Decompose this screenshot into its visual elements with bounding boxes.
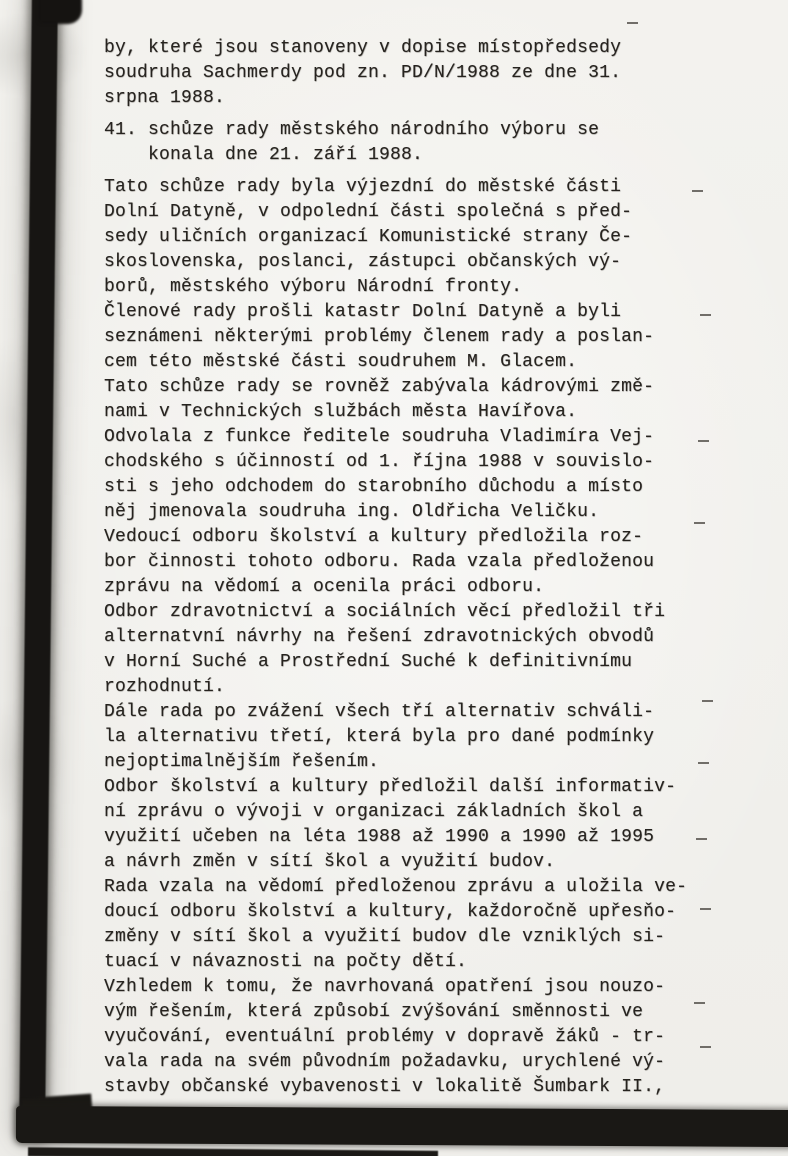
text-line: Vedoucí odboru školství a kultury předložila roz- [104,527,644,547]
text-line: rozhodnutí. [104,677,226,697]
text-line: Vzhledem k tomu, že navrhovaná opatření jsou nouzo- [104,977,666,997]
text-line: stavby občanské vybavenosti v lokalitě Šumbark II., [104,1077,666,1097]
text-line: ní zprávu o vývoji v organizaci základních škol a [104,802,644,822]
text-line: bor činnosti tohoto odboru. Rada vzala předloženou [104,552,655,572]
text-line: Tato schůze rady byla výjezdní do městské části [104,177,622,197]
text-line: Rada vzala na vědomí předloženou zprávu a uložila ve- [104,877,688,897]
text-line: v Horní Suché a Prostřední Suché k definitivnímu [104,652,633,672]
text-line: využití učeben na léta 1988 až 1990 a 1990 až 1995 [104,827,655,847]
text-line: seznámeni některými problémy členem rady a poslan- [104,327,655,347]
scan-bottom-band [16,1106,788,1147]
text-line: vyučování, eventuální problémy v dopravě žáků - tr- [104,1027,666,1047]
text-line: konala dne 21. září 1988. [104,145,424,165]
text-line: Dále rada po zvážení všech tří alternativ schváli- [104,702,655,722]
text-line: sti s jeho odchodem do starobního důchodu a místo [104,477,644,497]
text-line: Odvolala z funkce ředitele soudruha Vladimíra Vej- [104,427,655,447]
text-line: chodského s účinností od 1. října 1988 v souvislo- [104,452,655,472]
text-line: změny v sítí škol a využití budov dle vzniklých si- [104,927,666,947]
text-line: Dolní Datyně, v odpolední části společná s před- [104,202,633,222]
text-line: Odbor školství a kultury předložil další informativ- [104,777,677,797]
meeting-heading [104,118,704,168]
text-line: Odbor zdravotnictví a sociálních věcí předložil tři [104,602,666,622]
scan-ink-blob [38,0,82,24]
text-line: zprávu na vědomí a ocenila práci odboru. [104,577,545,597]
text-line: borů, městského výboru Národní fronty. [104,277,523,297]
text-line: Tato schůze rady se rovněž zabývala kádrovými změ- [104,377,655,397]
scan-mark [627,22,638,24]
text-line: alternatvní návrhy na řešení zdravotnických obvodů [104,627,655,647]
scan-bottom-strip [28,1147,438,1156]
text-line: vým řešením, která způsobí zvýšování směnnosti ve [104,1002,644,1022]
text-line: by, které jsou stanoveny v dopise místopředsedy [104,38,622,58]
text-line: la alternativu třetí, která byla pro dané podmínky [104,727,655,747]
document-text [104,36,704,1100]
text-line: a návrh změn v sítí škol a využití budov. [104,852,556,872]
text-line: nami v Technických službách města Havířova. [104,402,578,422]
text-line: sedy uličních organizací Komunistické strany Če- [104,227,633,247]
text-line: něj jmenovala soudruha ing. Oldřicha Veličku. [104,502,600,522]
text-line: cem této městské části soudruhem M. Glacem. [104,352,578,372]
text-line: Členové rady prošli katastr Dolní Datyně a byli [104,302,622,322]
text-line: vala rada na svém původním požadavku, urychlené vý- [104,1052,666,1072]
text-line: srpna 1988. [104,88,226,108]
text-line: skoslovenska, poslanci, zástupci občanských vý- [104,252,622,272]
text-line: 41. schůze rady městského národního výboru se [104,120,600,140]
scan-binding-stripe [19,0,58,1138]
text-line: doucí odboru školství a kultury, každoročně upřesňo- [104,902,677,922]
intro-paragraph [104,36,704,111]
text-line: soudruha Sachmerdy pod zn. PD/N/1988 ze dne 31. [104,63,622,83]
body-paragraph [104,175,704,1100]
text-line: nejoptimalnějším řešením. [104,752,380,772]
text-line: tuací v návaznosti na počty dětí. [104,952,468,972]
